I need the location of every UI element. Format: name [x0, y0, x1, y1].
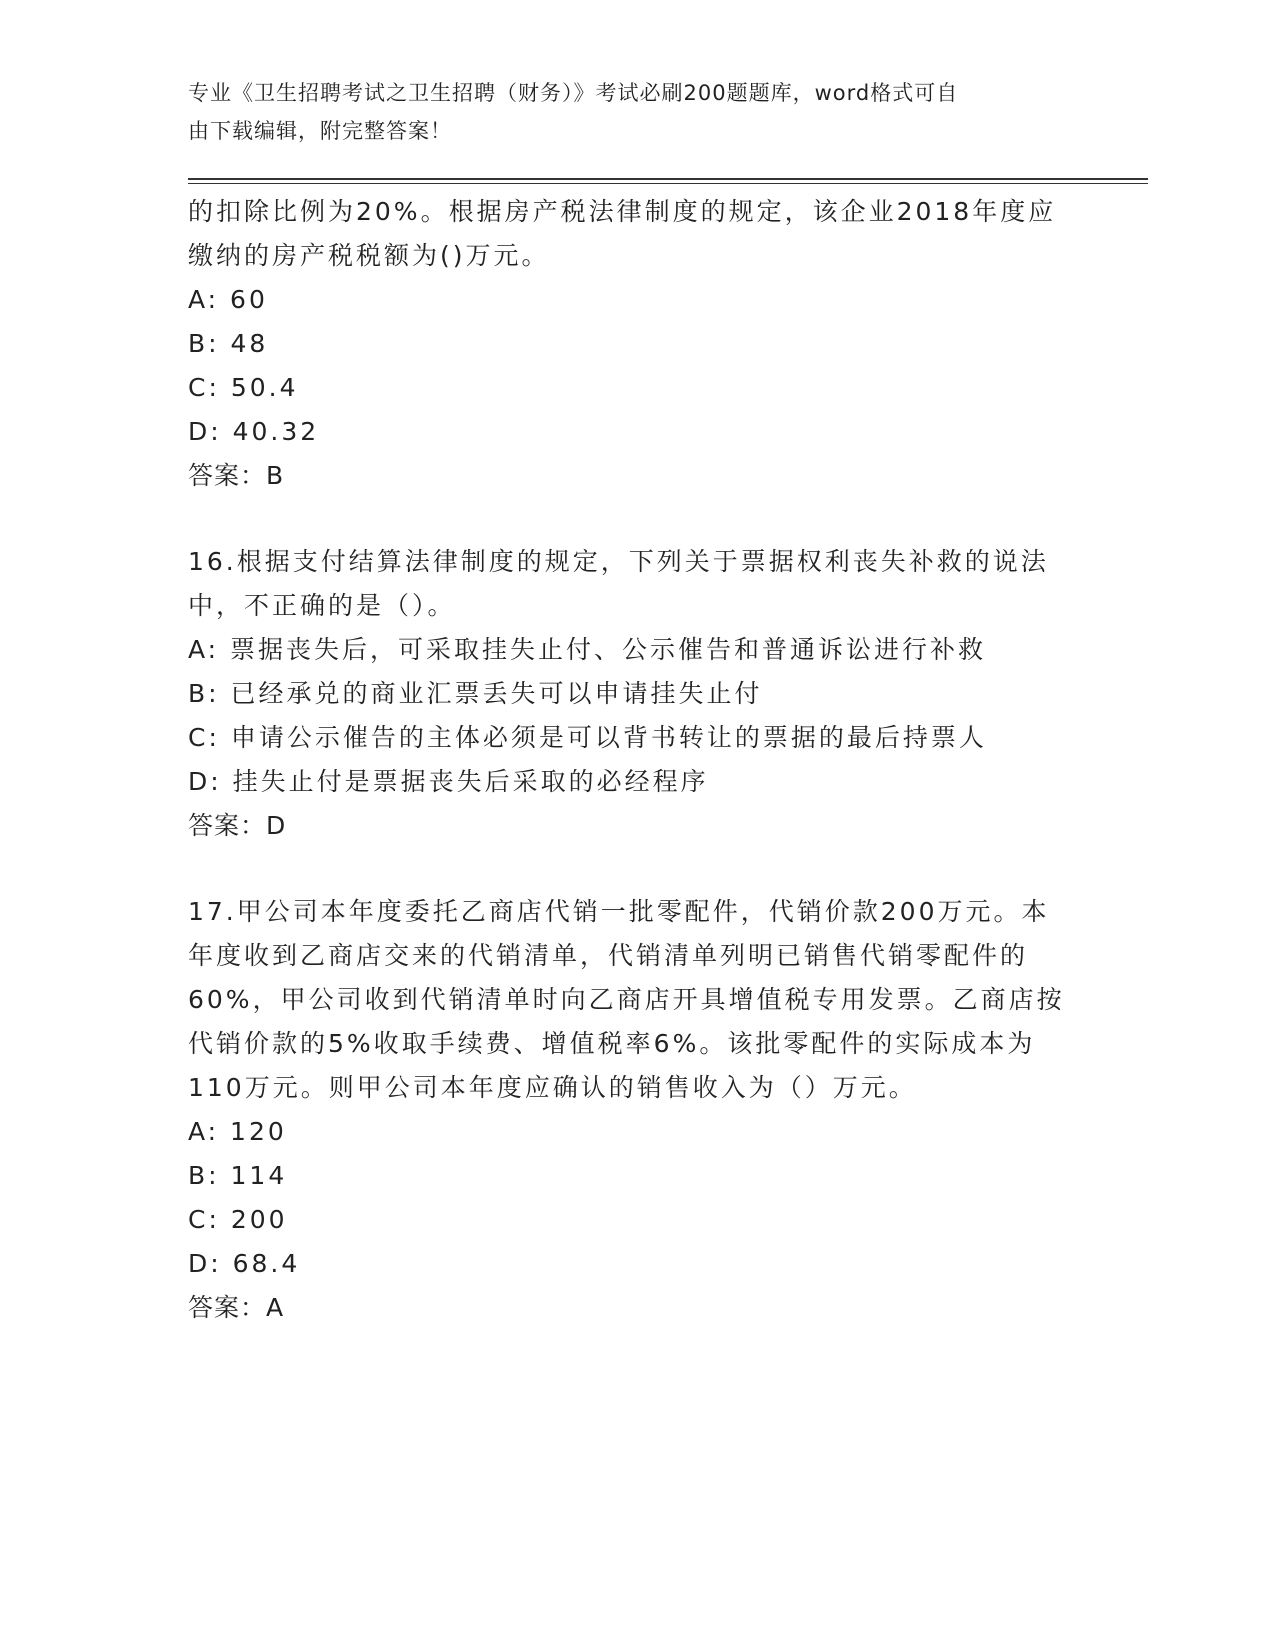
answer-line: 答案：B — [188, 461, 285, 490]
document-body — [188, 190, 1068, 1330]
option-c: C: 50.4 — [188, 373, 299, 402]
option-c: C: 申请公示催告的主体必须是可以背书转让的票据的最后持票人 — [188, 723, 987, 752]
header-line-1: 专业《卫生招聘考试之卫生招聘（财务）》考试必刷200题题库，word格式可自 — [188, 81, 959, 105]
question-stem-line: 17.甲公司本年度委托乙商店代销一批零配件，代销价款200万元。本 — [188, 897, 1050, 926]
question-17 — [188, 890, 1068, 1330]
question-stem-line: 缴纳的房产税税额为()万元。 — [188, 241, 550, 270]
answer-line: 答案：D — [188, 811, 287, 840]
document-header — [188, 74, 1068, 150]
question-stem-line: 中，不正确的是（）。 — [188, 591, 456, 620]
option-b: B: 48 — [188, 329, 269, 358]
option-d: D: 68.4 — [188, 1249, 301, 1278]
option-b: B: 114 — [188, 1161, 288, 1190]
answer-line: 答案：A — [188, 1293, 285, 1322]
option-a: A: 60 — [188, 285, 268, 314]
question-stem-line: 60%，甲公司收到代销清单时向乙商店开具增值税专用发票。乙商店按 — [188, 985, 1065, 1014]
option-a: A: 票据丧失后，可采取挂失止付、公示催告和普通诉讼进行补救 — [188, 635, 987, 664]
question-stem-line: 代销价款的5%收取手续费、增值税率6%。该批零配件的实际成本为 — [188, 1029, 1036, 1058]
question-15 — [188, 190, 1068, 498]
question-stem-line: 110万元。则甲公司本年度应确认的销售收入为（）万元。 — [188, 1073, 917, 1102]
option-d: D: 40.32 — [188, 417, 320, 446]
header-line-2: 由下载编辑，附完整答案！ — [188, 119, 452, 143]
option-b: B: 已经承兑的商业汇票丢失可以申请挂失止付 — [188, 679, 763, 708]
option-d: D: 挂失止付是票据丧失后采取的必经程序 — [188, 767, 709, 796]
header-divider-bottom — [188, 183, 1148, 184]
question-stem-line: 年度收到乙商店交来的代销清单，代销清单列明已销售代销零配件的 — [188, 941, 1029, 970]
header-divider-top — [188, 178, 1148, 180]
option-a: A: 120 — [188, 1117, 287, 1146]
option-c: C: 200 — [188, 1205, 288, 1234]
question-stem-line: 16.根据支付结算法律制度的规定，下列关于票据权利丧失补救的说法 — [188, 547, 1049, 576]
question-16 — [188, 540, 1068, 848]
question-stem-line: 的扣除比例为20%。根据房产税法律制度的规定，该企业2018年度应 — [188, 197, 1057, 226]
